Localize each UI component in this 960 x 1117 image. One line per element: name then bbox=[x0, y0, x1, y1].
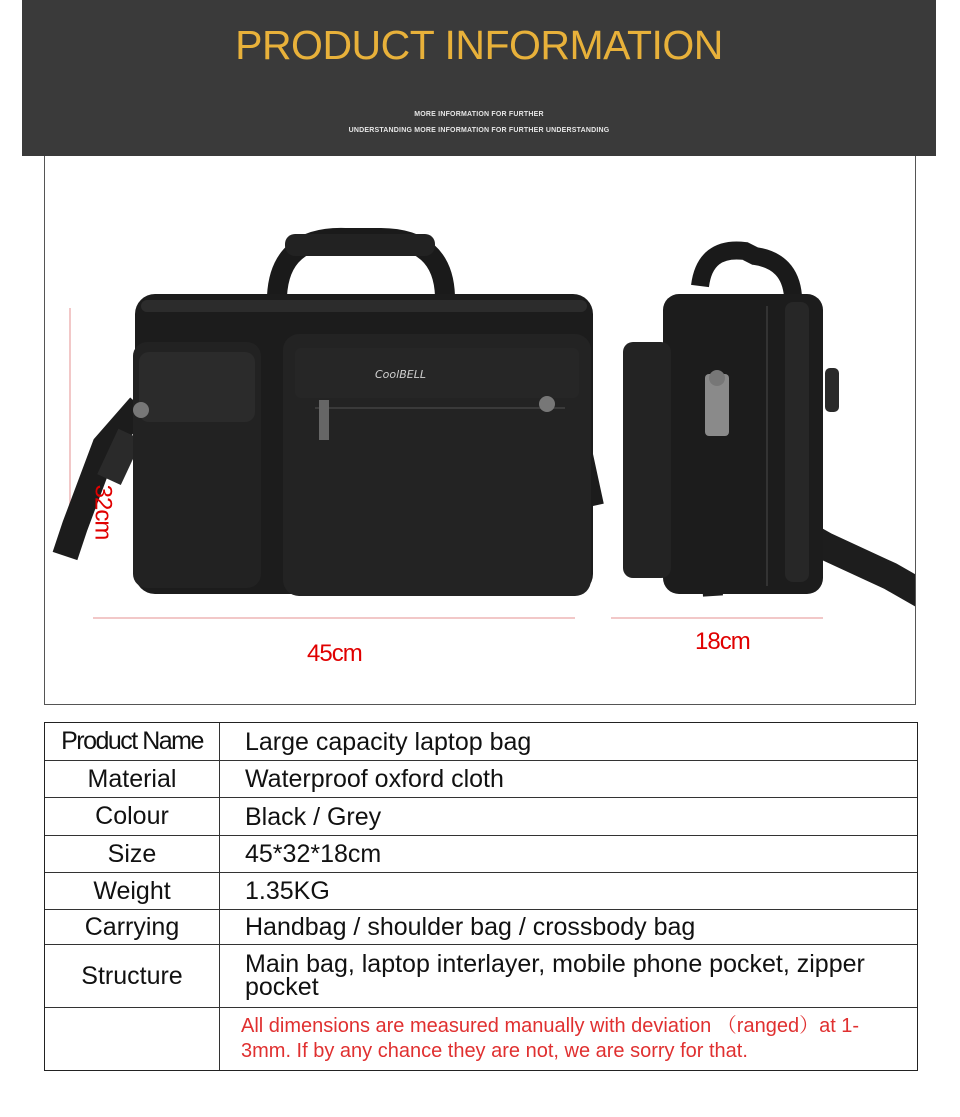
spec-name: Product Name bbox=[45, 723, 220, 760]
spec-value: Large capacity laptop bag bbox=[245, 727, 532, 756]
measurement-note: All dimensions are measured manually with deviation （ranged）at 1-3mm. If by any chance they are not, we are sorry for that. bbox=[241, 1015, 860, 1062]
dimension-depth-label: 18cm bbox=[695, 628, 750, 655]
spec-name: Carrying bbox=[45, 910, 220, 944]
header-banner bbox=[22, 0, 936, 156]
bag-front-view bbox=[65, 234, 593, 596]
spec-value: 45*32*18cm bbox=[245, 840, 382, 868]
table-row bbox=[45, 836, 917, 873]
svg-text:CoolBELL: CoolBELL bbox=[375, 368, 426, 381]
table-row bbox=[45, 723, 917, 761]
table-row bbox=[45, 1008, 917, 1070]
spec-name-empty bbox=[45, 1008, 220, 1070]
header-subtitle-1: MORE INFORMATION FOR FURTHER bbox=[414, 111, 544, 118]
dimension-width-label: 45cm bbox=[307, 640, 362, 667]
header-subtitle-2: UNDERSTANDING MORE INFORMATION FOR FURTHER UNDERSTANDING bbox=[348, 127, 610, 134]
spec-value: Waterproof oxford cloth bbox=[245, 765, 504, 793]
spec-value: Handbag / shoulder bag / crossbody bag bbox=[245, 913, 696, 941]
bag-side-view bbox=[623, 250, 915, 596]
spec-name: Material bbox=[45, 761, 220, 797]
table-row bbox=[45, 945, 917, 1008]
page-title: PRODUCT INFORMATION bbox=[235, 22, 723, 68]
table-row bbox=[45, 910, 917, 945]
product-photo bbox=[44, 156, 916, 705]
bag-illustration bbox=[45, 156, 915, 704]
spec-value: 1.35KG bbox=[245, 877, 330, 905]
dimension-height-label: 32cm bbox=[89, 484, 117, 540]
spec-name: Size bbox=[45, 836, 220, 872]
spec-name: Structure bbox=[45, 945, 220, 1007]
spec-value: Main bag, laptop interlayer, mobile phone pocket, zipper pocket bbox=[245, 950, 865, 1001]
spec-name: Weight bbox=[45, 873, 220, 909]
spec-table bbox=[44, 722, 918, 1071]
table-row bbox=[45, 761, 917, 798]
spec-name: Colour bbox=[45, 798, 220, 835]
table-row bbox=[45, 873, 917, 910]
spec-value: Black / Grey bbox=[245, 802, 382, 831]
table-row bbox=[45, 798, 917, 836]
